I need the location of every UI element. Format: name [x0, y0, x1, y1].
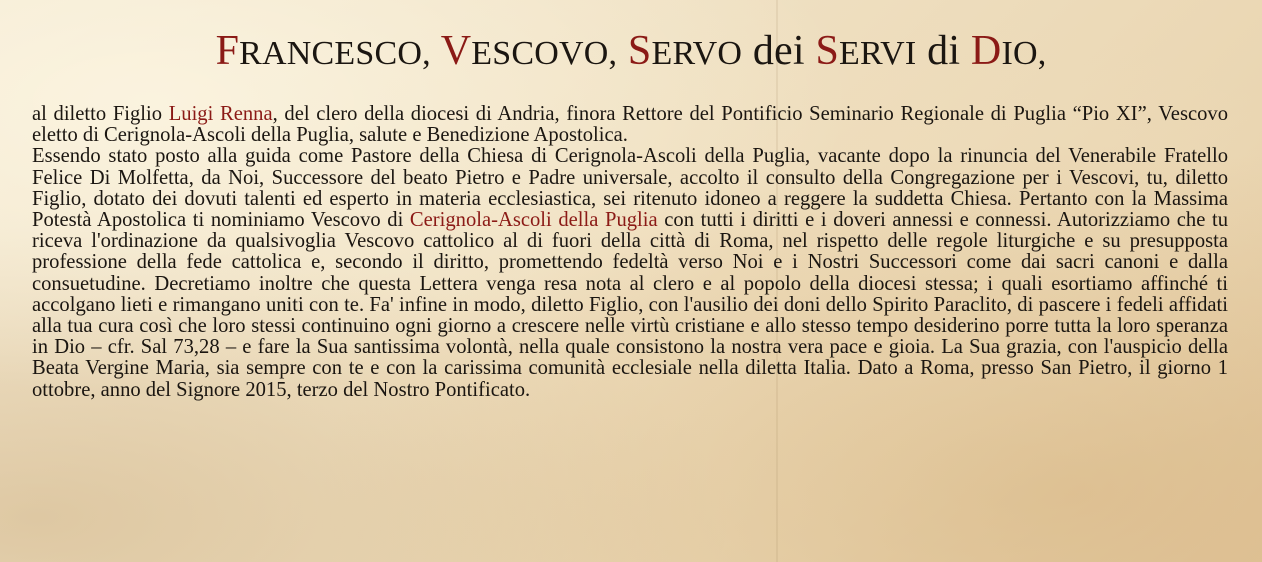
- letter-paragraph: [32, 146, 1228, 400]
- letter-text-part-2: con tutti i diritti e i doveri annessi e connessi. Autorizziamo che tu riceva l'ordinazione da qualsivoglia Vescovo cattolico al di fuori della città di Roma, nel rispetto delle regole liturgiche e su presupposta professione della fede cattolica e, secondo il diritto, promettendo fedeltà verso Noi e i Nostri Successori come dai sacri canoni e dalla consuetudine. Decretiamo inoltre che questa Lettera venga resa nota al clero e al popolo della diocesi stessa; i quali esortiamo affinché ti accolgano lieti e rimangano uniti con te. Fa' infine in modo, diletto Figlio, con l'ausilio dei doni dello Spirito Paraclito, di pascere i fedeli affidati alla tua cura così che loro stessi continuino ogni giorno a crescere nelle virtù cristiane e allo stesso tempo desiderino porre tutta la loro speranza in Dio – cfr. Sal 73,28 – e fare la Sua santissima volontà, nella quale consistono la nostra vera pace e gioia. La Sua grazia, con l'auspicio della Beata Vergine Maria, sia sempre con te e con la carissima comunità ecclesiale nella diletta Italia. Dato a Roma, presso San Pietro, il giorno 1 ottobre, anno del Signore 2015, terzo del Nostro Pontificato.: [32, 209, 1228, 401]
- title-word-servi: ERVI: [839, 35, 917, 72]
- title-word-dio: IO,: [1001, 35, 1047, 72]
- title-initial-v: V: [440, 28, 472, 74]
- document-title: [0, 30, 1262, 72]
- greeting-rest: , del clero della diocesi di Andria, finora Rettore del Pontificio Seminario Regionale di Puglia “Pio XI”, Vescovo eletto di Cerignola-Ascoli della Puglia, salute e Benedizione Apostolica.: [32, 103, 1228, 147]
- title-word-servo: ERVO: [651, 35, 743, 72]
- recipient-name: Luigi Renna: [168, 103, 273, 125]
- letter-text-part-1: Essendo stato posto alla guida come Pastore della Chiesa di Cerignola-Ascoli della Puglia, vacante dopo la rinuncia del Venerabile Fratello Felice Di Molfetta, da Noi, Successore del beato Pietro e Padre universale, accolto il consulto della Congregazione per i Vescovi, tu, diletto Figlio, dotato dei dovuti talenti ed esperto in materia ecclesiastica, sei ritenuto idoneo a reggere la suddetta Chiesa. Pertanto con la Massima Potestà Apostolica ti nominiamo Vescovo di: [32, 145, 1228, 232]
- greeting-paragraph: [32, 104, 1228, 146]
- title-initial-f: F: [215, 28, 240, 74]
- title-initial-s2: S: [815, 28, 840, 74]
- title-word-dei: dei: [752, 28, 805, 74]
- letter-body: [32, 104, 1228, 401]
- title-word-francesco: RANCESCO,: [239, 35, 431, 72]
- title-initial-s: S: [627, 28, 652, 74]
- title-initial-d: D: [970, 28, 1002, 74]
- title-word-vescovo: ESCOVO,: [471, 35, 618, 72]
- diocese-name: Cerignola-Ascoli della Puglia: [409, 209, 658, 232]
- greeting-intro: al diletto Figlio: [32, 103, 169, 125]
- title-word-di: di: [927, 28, 961, 74]
